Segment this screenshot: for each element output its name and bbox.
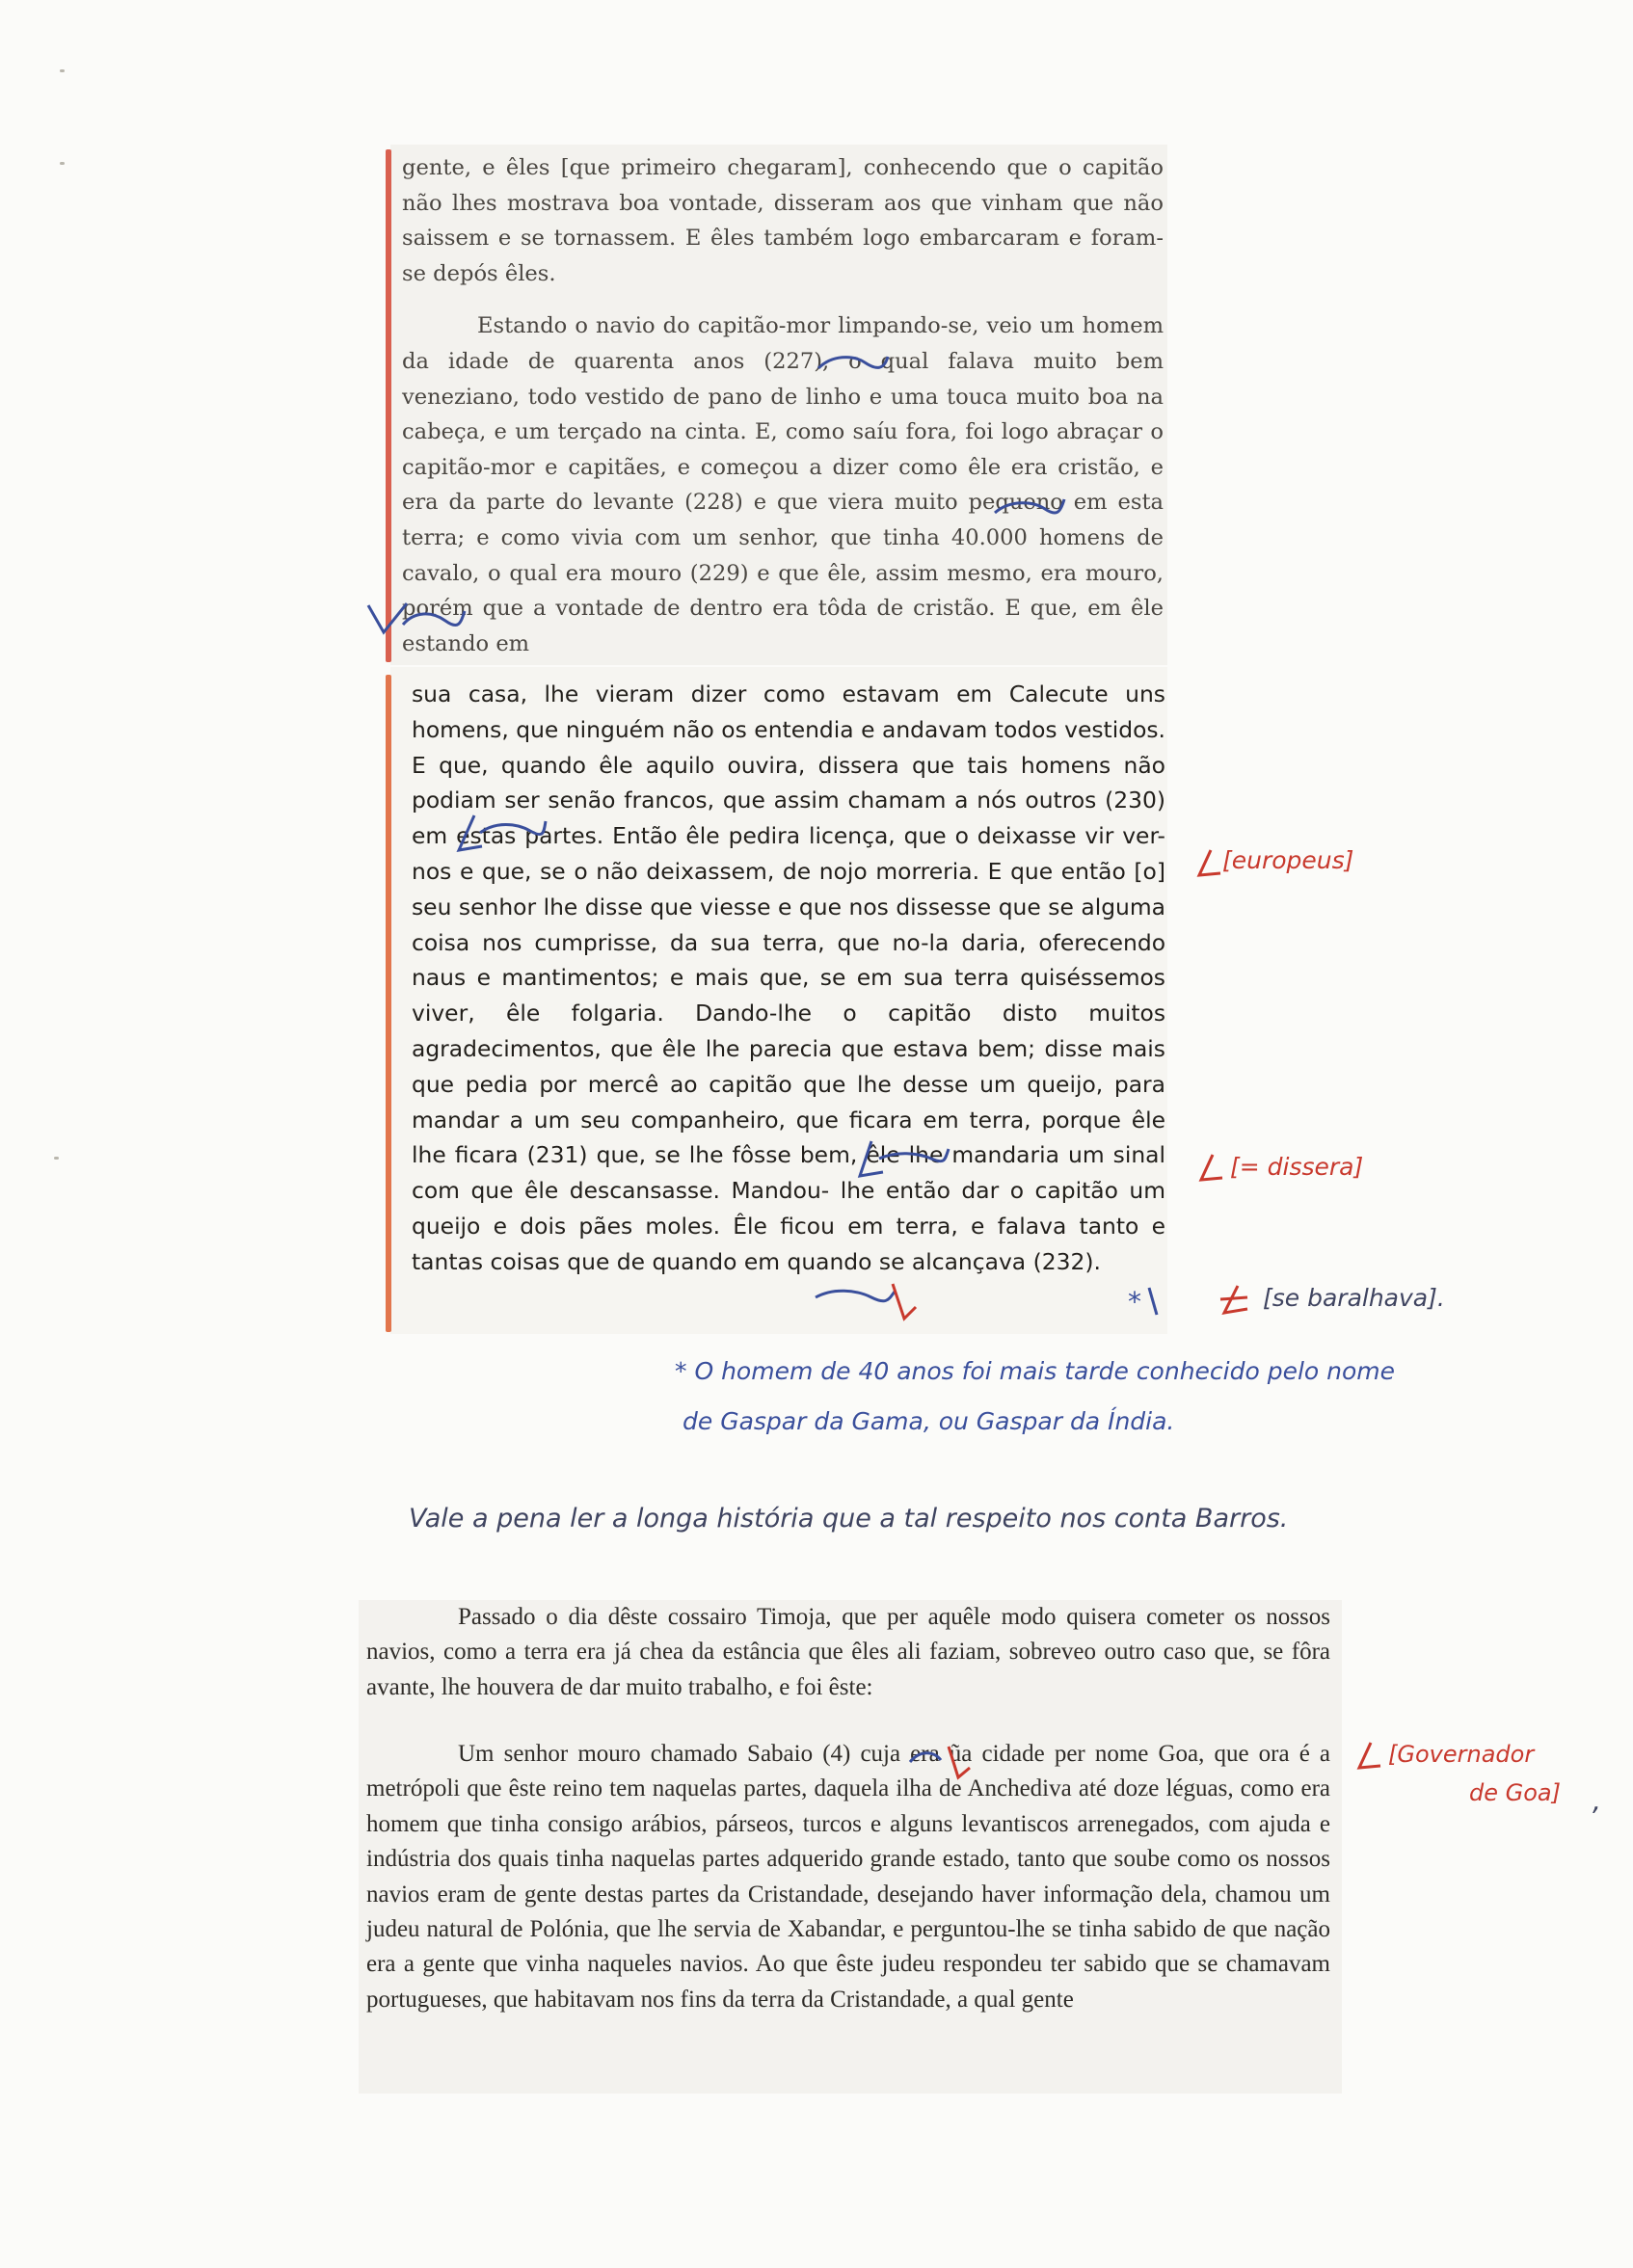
paragraph-2: Estando o navio do capitão-mor limpando-se, veio um homem da idade de quarenta anos (227), o qual falava muito bem veneziano, todo vestido de pano de linho e uma touca muito boa na cabeça, e um terçado na cinta. E, como saíu fora, foi logo abraçar o capitão-mor e capitães, e começou a dizer como êle era cristão, e era da parte do levante (228) e que viera muito pequeno em esta terra; e como vivia com um senhor, que tinha 40.000 homens de cavalo, o qual era mouro (229) e que êle, assim mesmo, era mouro, porém que a vontade de dentro era tôda de cristão. E que, em êle estando em <box>402 313 1164 656</box>
clipping-2 <box>390 667 1167 1334</box>
clipping-2-text: sua casa, lhe vieram dizer como estavam em Calecute uns homens, que ninguém não os entendia e andavam todos vestidos. E que, quando êle aquilo ouvira, dissera que tais homens não podiam ser senão francos, que assim chamam a nós outros (230) em estas partes. Então êle pedira licença, que o deixasse vir ver-nos e que, se o não deixassem, de nojo morreria. E que então [o] seu senhor lhe disse que viesse e que nos dissesse que se alguma coisa nos cumprisse, da sua terra, que no-la daria, oferecendo naus e mantimentos; e mais que, se em sua terra quiséssemos viver, êle folgaria. Dando-lhe o capitão disto muitos agradecimentos, que êle lhe parecia que estava bem; disse mais que pedia por mercê ao capitão que lhe desse um queijo, para mandar a um seu companheiro, que ficara em terra, porque êle lhe ficara (231) que, se lhe fôsse bem, êle lhe mandaria um sinal com que êle descansasse. Mandou- lhe então dar o capitão um queijo e dois pães moles. Êle ficou em terra, e falava tanto e tantas coisas que de quando em quando se alcançava (232). <box>412 680 1165 1275</box>
paper-speck <box>60 162 65 165</box>
insertion-mark-icon <box>1195 1151 1224 1184</box>
clipping-4 <box>359 1735 1342 2094</box>
strike-mark-227 <box>815 349 892 378</box>
paper-speck <box>60 69 65 72</box>
footnote-line-2: de Gaspar da Gama, ou Gaspar da Índia. <box>683 1407 1175 1435</box>
strike-mark-228 <box>991 494 1068 522</box>
clipping-4-text: Um senhor mouro chamado Sabaio (4) cuja era ũa cidade per nome Goa, que ora é a metrópoli que êste reino tem naquelas partes, daquela ilha de Anchediva até doze léguas, como era homem que tinha consigo arábios, párseos, turcos e alguns levantiscos arrenegados, com ajuda e indústria dos quais tinha naquelas partes adquerido grande estado, tanto que soube como os nossos navios eram de gente destas partes da Cristandade, desejando haver informação dela, chamou um judeu natural de Polónia, que lhe servia de Xabandar, e perguntou-lhe se tinha sabido de que nação era a gente que vinha naqueles navios. Ao que êste judeu respondeu ter sabido que se chamavam portugueses, que habitavam nos fins da terra da Cristandade, a qual gente <box>366 1741 1330 2013</box>
margin-bar-orange <box>386 675 391 1332</box>
insertion-mark-icon <box>1353 1739 1382 1772</box>
annotation-comma: , <box>1593 1785 1601 1817</box>
insertion-mark-icon <box>1193 846 1222 879</box>
clipping-1-text <box>402 150 1164 661</box>
strike-mark-232 <box>812 1278 918 1324</box>
annotation-dissera: [= dissera] <box>1230 1153 1364 1181</box>
star-mark: * <box>1128 1286 1141 1318</box>
paragraph-1: gente, e êles [que primeiro chegaram], conhecendo que o capitão não lhes mostrava boa vontade, disseram aos que vinham que não saissem e se tornassem. E êles também logo embarcaram e foram-se depós êles. <box>402 155 1164 286</box>
insertion-mark-icon <box>1217 1282 1251 1319</box>
note-barros: Vale a pena ler a longa história que a tal respeito nos conta Barros. <box>409 1504 1289 1534</box>
paper-speck <box>54 1157 59 1160</box>
clipping-3-text: Passado o dia dêste cossairo Timoja, que per aquêle modo quisera cometer os nossos navios, como a terra era já chea da estância que êles ali faziam, sobreveo outro caso que, se fôra avante, lhe houvera de dar muito trabalho, e foi êste: <box>366 1604 1330 1700</box>
annotation-baralhava: [se baralhava]. <box>1263 1284 1445 1312</box>
footnote-line-1: * O homem de 40 anos foi mais tarde conhecido pelo nome <box>675 1357 1396 1385</box>
strike-mark-229 <box>364 600 470 638</box>
strike-mark-4 <box>906 1741 974 1783</box>
annotation-governador-2: de Goa] <box>1469 1779 1561 1806</box>
annotation-governador-1: [Governador <box>1388 1741 1535 1768</box>
margin-bar-red <box>386 149 391 662</box>
strike-mark-230 <box>453 812 549 854</box>
annotation-europeus: [europeus] <box>1222 846 1354 874</box>
clipping-1 <box>390 145 1167 665</box>
insertion-mark-icon <box>1143 1282 1172 1321</box>
strike-mark-231 <box>856 1137 952 1180</box>
clipping-3 <box>359 1600 1342 1740</box>
